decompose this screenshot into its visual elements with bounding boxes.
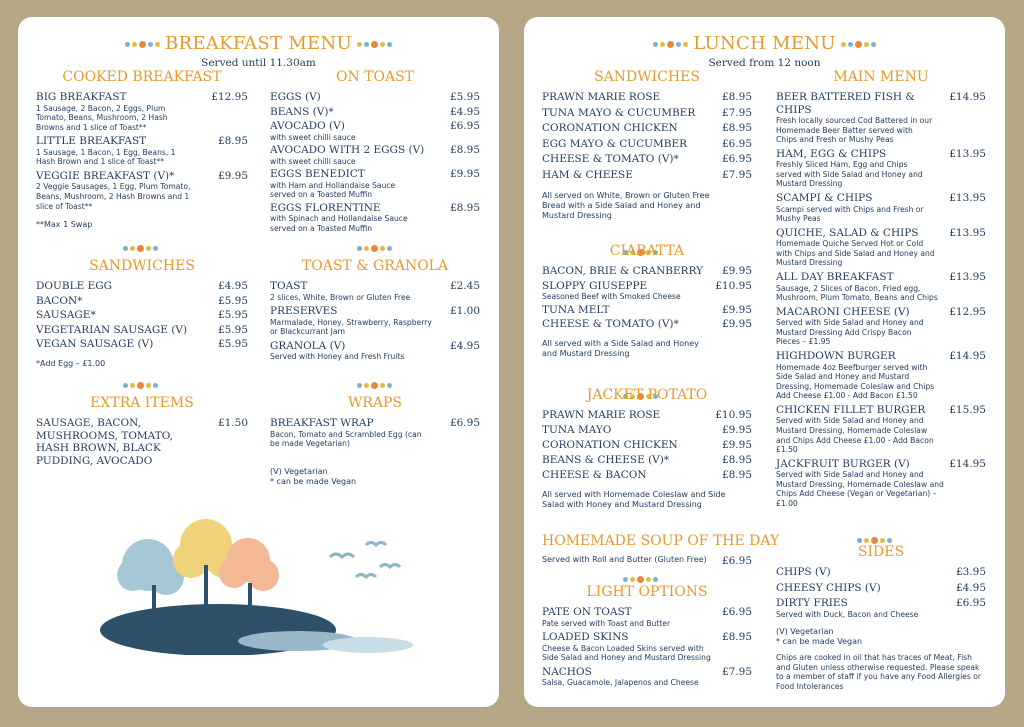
menu-item [270,305,480,337]
menu-item [542,469,752,482]
item-price: £8.95 [721,91,752,103]
menu-item [270,280,480,302]
item-name: CHIPS (V) [776,566,831,578]
item-name: ALL DAY BREAKFAST [776,271,894,284]
wraps-section [270,395,480,487]
jacket-potato-section [542,387,752,510]
item-price: £1.00 [449,305,480,318]
menu-item [776,458,986,509]
menu-item [542,107,752,120]
item-name: PRAWN MARIE ROSE [542,409,661,421]
menu-item [542,280,752,302]
item-description: Served with Side Salad and Honey and Mustard Dressing, Homemade Coleslaw and Chips Add Cheese £1.00 - Add Bacon £1.50 [776,416,934,455]
menu-item [542,265,752,278]
item-price: £9.95 [721,439,752,451]
section-heading: WRAPS [347,395,403,411]
item-price: £8.95 [217,135,248,148]
item-price: £8.95 [721,454,752,466]
item-name: HAM & CHEESE [542,168,633,181]
item-price: £13.95 [949,226,986,239]
breakfast-sandwiches-section [36,258,248,369]
item-price: £5.95 [217,294,248,307]
menu-item [36,91,248,132]
item-price: £13.95 [949,147,986,160]
decorative-dots-icon [124,34,161,55]
light-options-section [542,584,752,691]
item-price: £4.95 [955,581,986,594]
section-heading: LIGHT OPTIONS [586,584,708,600]
item-description: with sweet chilli sauce [270,156,356,166]
item-price: £9.95 [721,318,752,331]
item-description: 1 Sausage, 1 Bacon, 1 Egg, Beans, 1 Hash Brown and 1 slice of Toast** [36,147,176,167]
section-heading: SANDWICHES [594,69,700,85]
item-name: PATE ON TOAST [542,606,632,618]
item-description: Freshly Sliced Ham, Egg and Chips served with Side Salad and Honey and Mustard Dressing [776,160,923,189]
cooked-breakfast-section [36,69,248,230]
item-description: 1 Sausage, 2 Bacon, 2 Eggs, Plum Tomato, Beans, Mushroom, 2 Hash Browns and 1 slice of Toast** [36,103,168,132]
item-name: EGGS FLORENTINE [270,201,381,214]
section-heading: SIDES [857,544,905,560]
item-price: £4.95 [449,105,480,118]
section-note: All served with a Side Salad and Honey and Mustard Dressing [542,338,699,358]
item-name: DIRTY FRIES [776,597,848,609]
decorative-dots-icon [840,34,877,55]
item-price: £15.95 [949,403,986,416]
menu-item [36,417,248,467]
section-note: All served with Homemade Coleslaw and Side Salad with Honey and Mustard Dressing [542,489,726,509]
menu-item [36,170,248,211]
menu-item [776,192,986,224]
item-price: £6.95 [449,120,480,132]
item-price: £13.95 [949,271,986,284]
decorative-dots-icon [652,34,689,55]
item-description: Served with Duck, Bacon and Cheese [776,609,919,619]
item-price: £10.95 [715,279,752,292]
item-price: £10.95 [715,409,752,421]
item-name: BACON* [36,294,83,307]
item-description: Marmalade, Honey, Strawberry, Raspberry or Blackcurrant Jam [270,317,432,337]
item-description: Homemade Quiche Served Hot or Cold with Chips and Side Salad and Honey and Mustard Dressing [776,239,935,268]
item-price: £3.95 [955,566,986,578]
item-price: £1.50 [217,417,248,429]
section-heading: EXTRA ITEMS [90,395,194,411]
item-price: £5.95 [217,309,248,321]
section-heading: CIABATTA [609,243,685,259]
menu-item [542,439,752,452]
item-price: £5.95 [449,91,480,103]
item-name: CHEESE & TOMATO (V)* [542,153,679,165]
item-price: £14.95 [949,457,986,470]
menu-item [542,631,752,663]
item-price: £9.95 [721,265,752,277]
soup-section [542,533,780,568]
section-heading: JACKET POTATO [586,387,708,403]
menu-item [36,295,248,308]
menu-item [542,138,752,151]
menu-item [270,144,480,166]
section-note: All served on White, Brown or Gluten Free Bread with a Side Salad and Honey and Mustard Dressing [542,191,710,220]
trees-landscape-illustration [98,505,428,655]
menu-item [542,91,752,104]
breakfast-menu-panel [18,17,499,707]
item-name: HIGHDOWN BURGER [776,350,896,362]
item-price: £9.95 [721,303,752,316]
menu-item [776,227,986,268]
item-price: £4.95 [217,280,248,292]
item-name: BIG BREAKFAST [36,91,127,103]
item-name: BEANS & CHEESE (V)* [542,454,670,466]
item-name: SAUSAGE, BACON, MUSHROOMS, TOMATO, HASH BROWN, BLACK PUDDING, AVOCADO [36,417,174,467]
item-name: LITTLE BREAKFAST [36,135,147,148]
item-description: Bacon, Tomato and Scrambled Egg (can be made Vegetarian) [270,429,422,449]
item-price: £8.95 [721,469,752,481]
menu-item [270,120,480,142]
vegetarian-legend: (V) Vegetarian [776,627,834,637]
menu-item [270,106,480,119]
menu-item [776,582,986,595]
vegan-legend: * can be made Vegan [776,637,863,647]
item-description: Fresh locally sourced Cod Battered in our Homemade Beer Batter served with Chips and Fresh or Mushy Peas [776,116,933,145]
item-price: £6.95 [721,606,752,618]
menu-item [776,271,986,303]
main-menu-section [776,69,986,512]
menu-item [36,309,248,322]
item-description: Seasoned Beef with Smoked Cheese [542,292,681,301]
menu-item [270,417,480,449]
item-description: Served with Honey and Fresh Fruits [270,352,405,362]
add-egg-note: *Add Egg – £1.00 [36,358,106,368]
menu-item [542,169,752,182]
menu-item [542,318,752,331]
item-description: Served with Side Salad and Honey and Mustard Dressing Add Crispy Bacon Pieces – £1.95 [776,318,924,347]
menu-item [36,338,248,351]
item-name: SAUSAGE* [36,309,96,321]
item-name: CHEESE & BACON [542,469,647,481]
item-name: CORONATION CHICKEN [542,439,678,451]
lunch-menu-panel [524,17,1005,707]
section-heading: MAIN MENU [833,69,929,85]
menu-item [776,566,986,579]
menu-item [542,424,752,437]
item-name: SCAMPI & CHIPS [776,192,873,205]
ciabatta-section [542,243,752,359]
decorative-dots-icon [352,374,397,394]
menu-item [36,135,248,167]
sides-section [776,544,986,691]
item-name: QUICHE, SALAD & CHIPS [776,226,919,239]
menu-item [542,409,752,422]
item-price: £6.95 [449,417,480,429]
item-name: TUNA MAYO & CUCUMBER [542,106,696,119]
section-heading: ON TOAST [335,69,415,85]
decorative-dots-icon [118,237,163,257]
vegan-legend: * can be made Vegan [270,476,357,486]
item-price: £2.45 [449,280,480,292]
breakfast-title: BREAKFAST MENU [18,33,499,55]
swap-note: **Max 1 Swap [36,220,93,230]
on-toast-section [270,69,480,236]
item-name: NACHOS [542,665,592,678]
item-price: £12.95 [949,305,986,318]
section-heading: HOMEMADE SOUP OF THE DAY [542,533,780,549]
item-price: £12.95 [211,91,248,103]
item-name: BREAKFAST WRAP [270,417,374,429]
lunch-served-time: Served from 12 noon [708,57,821,69]
decorative-dots-icon [118,374,163,394]
section-heading: SANDWICHES [89,258,195,274]
section-heading: TOAST & GRANOLA [301,258,449,274]
menu-item [776,597,986,619]
item-description: 2 Veggie Sausages, 1 Egg, Plum Tomato, Beans, Mushroom, 2 Hash Browns and 1 slice of Toast** [36,182,191,211]
item-description: Scampi served with Chips and Fresh or Mushy Peas [776,204,924,224]
lunch-sandwiches-section [542,69,752,221]
decorative-dots-icon [352,237,397,257]
vegetarian-legend: (V) Vegetarian [270,466,328,476]
item-price: £7.95 [721,106,752,119]
item-name: PRAWN MARIE ROSE [542,91,661,103]
item-price: £6.95 [721,555,752,567]
menu-item [776,148,986,189]
item-name: EGGS (V) [270,91,321,103]
item-name: DOUBLE EGG [36,280,113,292]
item-price: £6.95 [721,153,752,165]
item-price: £8.95 [449,144,480,157]
item-price: £6.95 [721,137,752,150]
item-name: VEGETARIAN SAUSAGE (V) [36,323,188,336]
item-price: £8.95 [721,122,752,134]
menu-item [542,304,752,317]
item-name: SLOPPY GIUSEPPE [542,279,648,292]
extra-items-section [36,395,248,467]
item-name: GRANOLA (V) [270,339,346,352]
item-price: £6.95 [955,597,986,609]
item-price: £5.95 [217,323,248,336]
item-description: Pate served with Toast and Butter [542,618,671,628]
menu-item [542,606,752,628]
menu-item [36,280,248,293]
item-description: Homemade 4oz Beefburger served with Side Salad and Honey and Mustard Dressing, Homemade Coleslaw and Chips Add Cheese £1.00 - Add Bacon £1.50 [776,362,935,401]
menu-item [270,202,480,234]
item-description: Served with Roll and Butter (Gluten Free) [542,555,707,564]
menu-item [270,91,480,104]
menu-item [542,153,752,166]
item-description: 2 slices, White, Brown or Gluten Free [270,292,411,302]
menu-item [270,168,480,200]
menu-item [270,340,480,362]
item-name: MACARONI CHEESE (V) [776,305,910,318]
item-name: BEANS (V)* [270,105,334,118]
decorative-dots-icon [356,34,393,55]
item-name: CHICKEN FILLET BURGER [776,403,926,416]
item-name: CHEESE & TOMATO (V)* [542,318,679,331]
item-name: CORONATION CHICKEN [542,122,678,134]
menu-item [776,404,986,455]
item-price: £13.95 [949,192,986,205]
item-price: £7.95 [721,168,752,181]
item-name: TUNA MAYO [542,424,612,436]
item-name: VEGGIE BREAKFAST (V)* [36,169,175,182]
item-price: £9.95 [449,168,480,181]
menu-item [542,555,752,568]
menu-item [542,454,752,467]
section-heading: COOKED BREAKFAST [62,69,222,85]
item-price: £8.95 [721,631,752,644]
item-name: VEGAN SAUSAGE (V) [36,338,154,350]
item-name: LOADED SKINS [542,631,629,644]
item-name: CHEESY CHIPS (V) [776,581,881,594]
menu-item [776,350,986,401]
item-description: with Spinach and Hollandaise Sauce served on a Toasted Muffin [270,214,408,233]
item-name: EGGS BENEDICT [270,168,365,181]
item-price: £5.95 [217,338,248,350]
item-price: £4.95 [449,339,480,352]
toast-granola-section [270,258,480,365]
item-name: JACKFRUIT BURGER (V) [776,457,910,470]
item-name: HAM, EGG & CHIPS [776,147,887,160]
lunch-title: LUNCH MENU [524,33,1005,55]
item-price: £7.95 [721,665,752,678]
item-price: £14.95 [949,91,986,103]
item-name: EGG MAYO & CUCUMBER [542,137,688,150]
breakfast-served-time: Served until 11.30am [201,57,316,69]
menu-item [542,122,752,135]
item-price: £9.95 [721,424,752,436]
item-name: BACON, BRIE & CRANBERRY [542,265,704,277]
item-price: £14.95 [949,350,986,362]
item-name: TOAST [270,280,308,292]
item-description: with sweet chilli sauce [270,132,356,142]
item-name: AVOCADO WITH 2 EGGS (V) [270,144,425,157]
item-name: BEER BATTERED FISH & CHIPS [776,91,915,116]
menu-item [776,306,986,347]
item-name: AVOCADO (V) [270,120,345,132]
menu-item [36,324,248,337]
item-price: £9.95 [217,169,248,182]
item-description: Salsa, Guacamole, Jalapenos and Cheese [542,678,699,688]
item-description: with Ham and Hollandaise Sauce served on a Toasted Muffin [270,180,396,200]
item-description: Cheese & Bacon Loaded Skins served with Side Salad and Honey and Mustard Dressing [542,643,711,663]
menu-item [542,666,752,688]
item-description: Sausage, 2 Slices of Bacon, Fried egg, Mushroom, Plum Tomato, Beans and Chips [776,283,938,303]
item-name: TUNA MELT [542,303,610,316]
allergy-notice: Chips are cooked in oil that has traces of Meat, Fish and Gluten unless otherwise requested. Please speak to a member of staff if you have any Food Allergies or Food Intolerances [776,653,981,691]
item-name: PRESERVES [270,305,338,318]
item-description: Served with Side Salad and Honey and Mustard Dressing, Homemade Coleslaw and Chips Add Cheese (Vegan or Vegetarian) – £1.00 [776,470,944,509]
item-price: £8.95 [449,201,480,214]
menu-item [776,91,986,145]
